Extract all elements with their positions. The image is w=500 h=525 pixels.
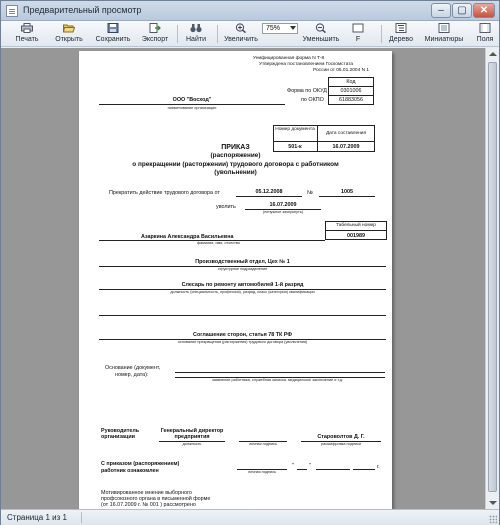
- head-position: Генеральный директор: [160, 428, 224, 434]
- doc-box-divider: [273, 141, 375, 142]
- window-title: Предварительный просмотр: [23, 5, 142, 15]
- union-opinion-label-3: (от 16.07.2009 г. № 001 ) рассмотрено: [101, 502, 196, 508]
- scroll-thumb[interactable]: [488, 62, 497, 492]
- save-button[interactable]: Сохранить: [91, 22, 135, 46]
- status-bar: [1, 509, 499, 525]
- fullscreen-button[interactable]: F: [349, 22, 367, 46]
- status-separator: [81, 512, 82, 523]
- order-title: ПРИКАЗ: [221, 144, 250, 151]
- zoom-select[interactable]: [262, 23, 298, 34]
- basis-underline: [175, 372, 385, 373]
- margins-icon: [479, 23, 491, 33]
- tree-icon: [395, 23, 407, 33]
- dismiss-hint: (ненужное зачеркнуть): [262, 210, 304, 214]
- head-label-2: организации: [101, 434, 135, 440]
- organization-name: ООО "Восход": [172, 97, 212, 103]
- form-header-line3: России от 05.01.2004 N 1: [313, 68, 370, 73]
- save-icon: [107, 23, 119, 33]
- tree-button[interactable]: Дерево: [385, 22, 417, 46]
- scroll-down-icon[interactable]: [489, 501, 497, 505]
- order-description-2: (увольнении): [214, 169, 257, 176]
- minimize-button[interactable]: –: [431, 3, 451, 18]
- basis-label-2: номер, дата):: [115, 372, 149, 378]
- printer-icon: [21, 23, 33, 33]
- binoculars-icon: [190, 23, 202, 33]
- order-description: о прекращении (расторжении) трудового договора с работником: [132, 161, 339, 168]
- resize-grip[interactable]: [489, 515, 497, 523]
- position: Слесарь по ремонту автомобилей 1-й разряд: [181, 282, 304, 288]
- zoom-in-button[interactable]: Увеличить: [221, 22, 261, 46]
- org-underline: [99, 104, 285, 105]
- ack-year-line: [353, 469, 375, 470]
- okpo-label: по ОКПО: [301, 97, 324, 103]
- number-sign: №: [307, 190, 313, 196]
- open-button[interactable]: Открыть: [51, 22, 87, 46]
- employee-hint: фамилия, имя, отчество: [197, 241, 240, 245]
- toolbar-separator: [217, 25, 218, 43]
- toolbar-separator: [381, 25, 382, 43]
- union-opinion-label: Мотивированное мнение выборного: [101, 490, 192, 496]
- employee-signature-caption: личная подпись: [248, 470, 276, 474]
- thumbnails-icon: [438, 23, 450, 33]
- export-icon: [149, 23, 161, 33]
- acknowledge-label: С приказом (распоряжением): [101, 461, 180, 467]
- dismiss-label: уволить: [216, 204, 236, 210]
- form-header-line1: Унифицированная форма N Т-8: [253, 56, 325, 61]
- contract-number: 1005: [341, 189, 353, 195]
- zoom-out-icon: [315, 23, 327, 33]
- document-page: [79, 51, 392, 509]
- position-caption: должность: [182, 442, 202, 446]
- terminate-label: Прекратить действие трудового договора от: [109, 190, 220, 196]
- title-bar[interactable]: [1, 1, 499, 21]
- quote-open: ": [292, 463, 294, 469]
- fullscreen-icon: [352, 23, 364, 33]
- codes-divider: [328, 95, 374, 96]
- close-button[interactable]: ✕: [473, 3, 495, 18]
- year-suffix: г.: [377, 464, 380, 470]
- organization-hint: наименование организации: [167, 106, 217, 110]
- tab-number-divider: [325, 230, 387, 231]
- preview-area[interactable]: [1, 48, 499, 509]
- reason-hint: основание прекращения (расторжения) трудового договора (увольнения): [177, 340, 308, 344]
- vertical-scrollbar[interactable]: [485, 48, 499, 509]
- thumbnails-button[interactable]: Миниатюры: [422, 22, 466, 46]
- head-label: Руководитель: [101, 428, 140, 434]
- order-subtitle: (распоряжение): [210, 152, 261, 159]
- export-button[interactable]: Экспорт: [138, 22, 172, 46]
- print-button[interactable]: Печать: [11, 22, 43, 46]
- form-header-line2: Утверждена постановлением Госкомстата: [259, 62, 354, 67]
- department-hint: структурное подразделение: [217, 267, 268, 271]
- find-button[interactable]: Найти: [181, 22, 211, 46]
- tab-number: 001989: [347, 233, 365, 239]
- acknowledge-label-2: работник ознакомлен: [101, 468, 159, 474]
- contract-date-underline: [236, 196, 302, 197]
- zoom-in-icon: [235, 23, 247, 33]
- codes-divider: [328, 86, 374, 87]
- decoding-caption: расшифровка подписи: [320, 442, 362, 446]
- employee-name: Азаркина Александра Васильевна: [141, 234, 234, 240]
- zoom-out-button[interactable]: Уменьшить: [299, 22, 343, 46]
- doc-number: 501-к: [288, 144, 302, 150]
- chevron-down-icon: [290, 26, 296, 30]
- head-position-2: предприятия: [174, 434, 210, 440]
- contract-number-underline: [319, 196, 375, 197]
- maximize-button[interactable]: ▢: [452, 3, 472, 18]
- dismiss-date: 16.07.2009: [269, 202, 297, 208]
- tab-number-header: Табельный номер: [336, 223, 376, 228]
- okud-value: 0301006: [340, 88, 362, 94]
- contract-date: 05.12.2008: [255, 189, 283, 195]
- toolbar-separator: [177, 25, 178, 43]
- head-name: Староволтов Д. Г.: [317, 434, 365, 440]
- signature-caption: личная подпись: [249, 442, 277, 446]
- zoom-value: 75%: [266, 25, 281, 32]
- termination-reason: Соглашение сторон, статья 78 ТК РФ: [193, 332, 292, 338]
- scroll-up-icon[interactable]: [489, 52, 497, 56]
- blank-line: [99, 315, 386, 316]
- folder-open-icon: [63, 23, 75, 33]
- quote-close: ": [309, 463, 311, 469]
- department: Производственный отдел, Цех № 1: [195, 259, 290, 265]
- toolbar: [1, 21, 499, 47]
- basis-hint: заявление работника, служебная записка, медицинское заключение и т.д.: [212, 378, 344, 382]
- page-indicator: Страница 1 из 1: [7, 513, 67, 522]
- doc-date-header: Дата составления: [325, 131, 367, 136]
- fields-button[interactable]: Поля: [471, 22, 499, 46]
- window-icon: [6, 5, 18, 17]
- basis-label: Основание (документ,: [105, 365, 161, 371]
- position-hint: должность (специальность, профессия), разряд, класс (категория) квалификации: [170, 290, 315, 294]
- okpo-value: 61883056: [339, 97, 363, 103]
- code-header: Код: [346, 79, 356, 85]
- doc-date: 16.07.2009: [332, 144, 360, 150]
- okud-label: Форма по ОКУД: [287, 88, 327, 94]
- doc-number-header: Номер документа: [275, 127, 315, 132]
- ack-day-line: [297, 469, 307, 470]
- ack-month-line: [316, 469, 350, 470]
- union-opinion-label-2: профсоюзного органа в письменной форме: [101, 496, 211, 502]
